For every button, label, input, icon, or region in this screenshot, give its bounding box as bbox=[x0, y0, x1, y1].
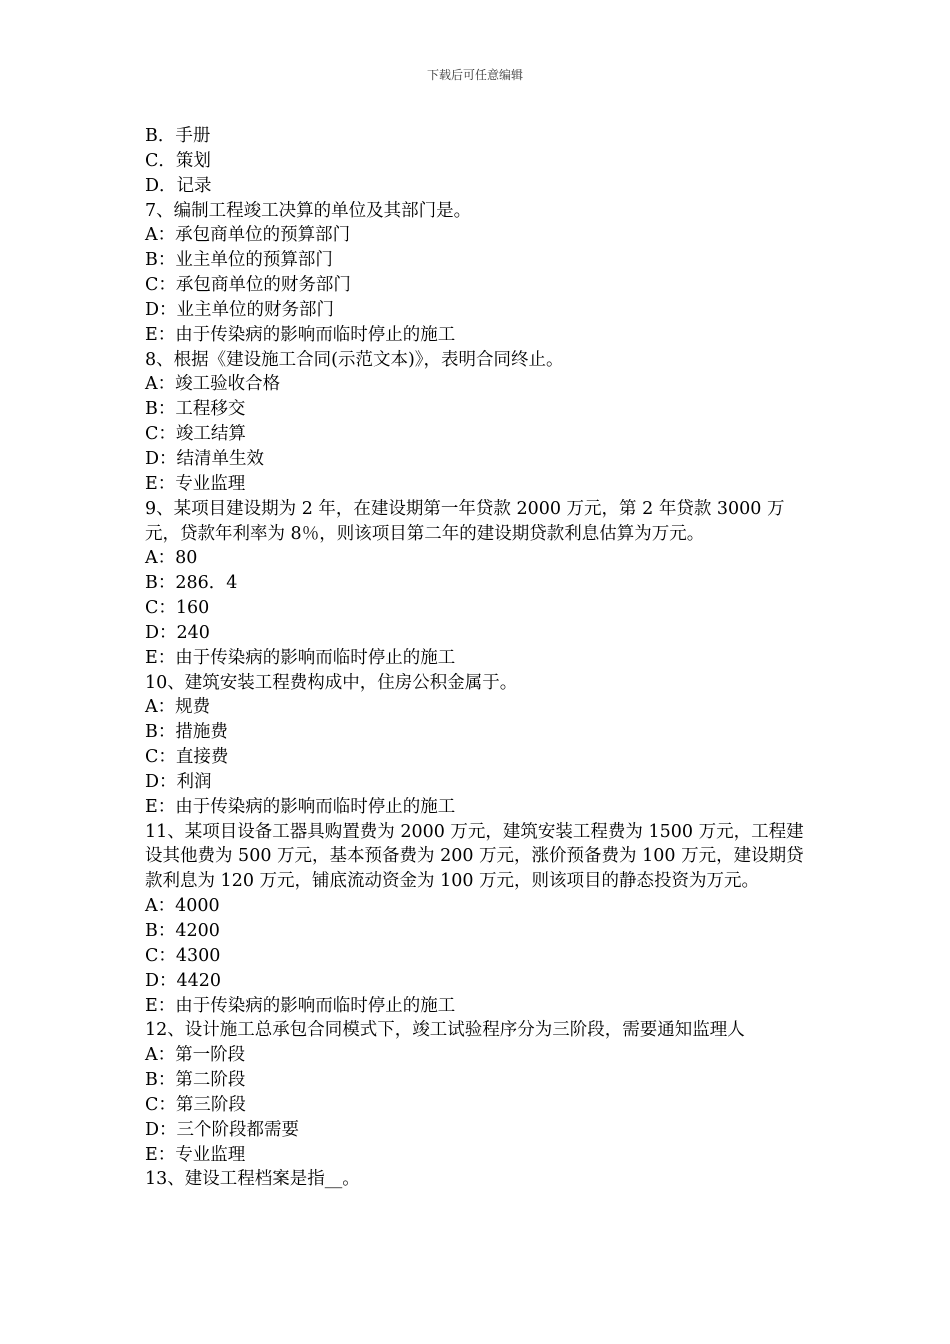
option-e: E：由于传染病的影响而临时停止的施工 bbox=[145, 995, 456, 1016]
option-c: C．策划 bbox=[145, 150, 211, 171]
option-a: A：第一阶段 bbox=[145, 1045, 246, 1066]
option-d: D：利润 bbox=[145, 771, 212, 792]
option-c: C：承包商单位的财务部门 bbox=[145, 275, 351, 296]
option-b: B：措施费 bbox=[145, 722, 228, 743]
option-b: B：4200 bbox=[145, 921, 220, 941]
question-7: 7、编制工程竣工决算的单位及其部门是。 bbox=[145, 200, 472, 221]
option-a: A：承包商单位的预算部门 bbox=[145, 225, 351, 246]
option-e: E：专业监理 bbox=[145, 473, 246, 494]
page-header: 下载后可任意编辑 bbox=[426, 68, 523, 82]
option-b: B：业主单位的预算部门 bbox=[145, 250, 333, 271]
option-c: C：竣工结算 bbox=[145, 424, 246, 445]
option-b: B：286．4 bbox=[145, 573, 238, 594]
option-e: E：专业监理 bbox=[145, 1144, 246, 1165]
option-e: E：由于传染病的影响而临时停止的施工 bbox=[145, 647, 456, 668]
option-d: D：业主单位的财务部门 bbox=[145, 299, 335, 320]
option-e: E：由于传染病的影响而临时停止的施工 bbox=[145, 796, 456, 817]
option-b: B：工程移交 bbox=[145, 399, 246, 420]
option-c: C：第三阶段 bbox=[145, 1094, 246, 1115]
option-c: C：直接费 bbox=[145, 747, 229, 768]
option-e: E：由于传染病的影响而临时停止的施工 bbox=[145, 324, 456, 345]
option-b: B．手册 bbox=[145, 126, 211, 146]
option-a: A：4000 bbox=[145, 896, 220, 917]
option-d: D：4420 bbox=[145, 970, 222, 991]
question-11: 11、某项目设备工器具购置费为 2000 万元，建筑安装工程费为 1500 万元，工程建设其他费为 500 万元，基本预备费为 200 万元，涨价预备费为 100 万元，建设期贷款利息为 120 万元，铺底流动资金为 100 万元，则该项目的静态投资为万元。 bbox=[145, 821, 804, 892]
document-body bbox=[145, 124, 810, 1192]
option-d: D：240 bbox=[145, 622, 210, 643]
option-c: C：4300 bbox=[145, 945, 221, 966]
option-c: C：160 bbox=[145, 598, 210, 619]
option-a: A：80 bbox=[145, 548, 198, 569]
question-8: 8、根据《建设施工合同(示范文本)》，表明合同终止。 bbox=[145, 349, 564, 370]
question-13: 13、建设工程档案是指__。 bbox=[145, 1169, 360, 1190]
option-d: D．记录 bbox=[145, 175, 212, 196]
option-d: D：结清单生效 bbox=[145, 448, 265, 469]
option-a: A：竣工验收合格 bbox=[145, 374, 281, 395]
question-9: 9、某项目建设期为 2 年，在建设期第一年贷款 2000 万元，第 2 年贷款 3000 万元，贷款年利率为 8％，则该项目第二年的建设期贷款利息估算为万元。 bbox=[145, 498, 785, 544]
option-d: D：三个阶段都需要 bbox=[145, 1119, 300, 1140]
option-a: A：规费 bbox=[145, 697, 211, 718]
question-10: 10、建筑安装工程费构成中，住房公积金属于。 bbox=[145, 672, 518, 693]
option-b: B：第二阶段 bbox=[145, 1070, 246, 1091]
question-12: 12、设计施工总承包合同模式下，竣工试验程序分为三阶段，需要通知监理人 bbox=[145, 1020, 745, 1041]
